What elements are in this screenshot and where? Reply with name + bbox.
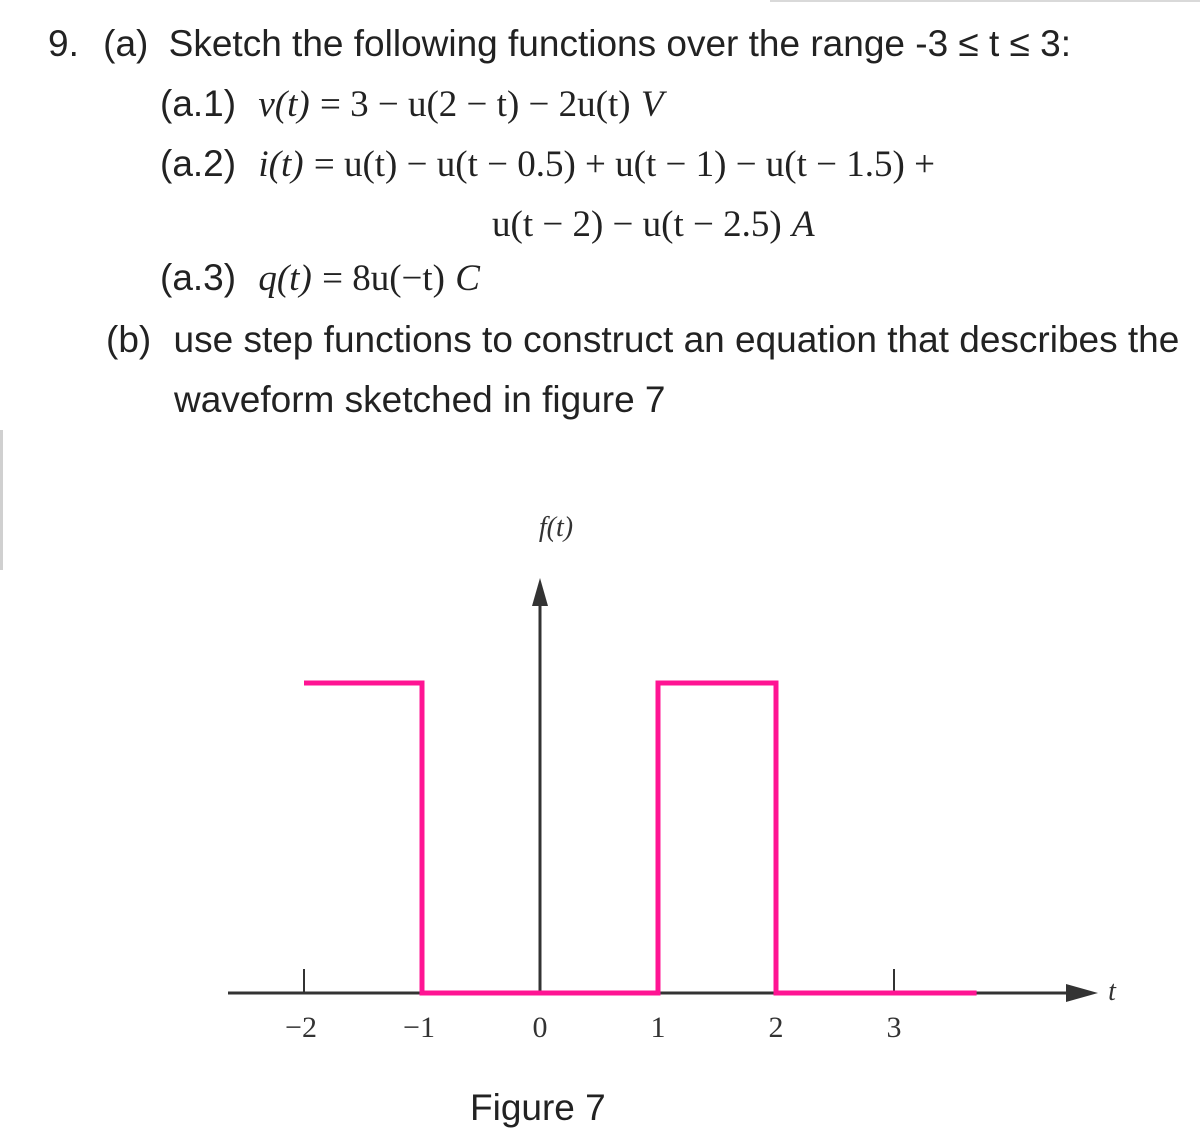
item-a3-rhs: = 8u(−t) — [322, 258, 445, 299]
part-a-text: Sketch the following functions over the range -3 ≤ t ≤ 3: — [168, 23, 1072, 64]
item-a2-rhs: = u(t) − u(t − 0.5) + u(t − 1) − u(t − 1.5) + — [313, 144, 935, 185]
question-number: 9. — [48, 23, 79, 64]
item-a2-cont: u(t − 2) − u(t − 2.5) — [492, 204, 782, 245]
x-tick-label: 0 — [532, 1011, 548, 1044]
x-tick-label: −1 — [403, 1011, 435, 1044]
item-a2-unit: A — [791, 204, 815, 245]
x-axis-arrow — [1066, 984, 1098, 1002]
y-axis-arrow — [532, 578, 548, 606]
figure-caption-row — [470, 1086, 606, 1130]
item-a2-lhs: i(t) — [258, 144, 304, 185]
x-tick-label: 1 — [650, 1011, 666, 1044]
waveform-line — [304, 683, 977, 993]
x-tick-label: 3 — [886, 1011, 902, 1044]
item-a3-unit: C — [455, 258, 480, 299]
item-a3-label: (a.3) — [160, 257, 237, 298]
x-tick-label: 2 — [768, 1011, 784, 1044]
part-b-line1: use step functions to construct an equation that describes the — [173, 319, 1180, 360]
figure-caption: Figure 7 — [470, 1087, 606, 1128]
part-a-label: (a) — [103, 23, 149, 64]
x-axis-label: t — [1108, 976, 1116, 1007]
part-b-line2: waveform sketched in figure 7 — [174, 379, 666, 420]
x-tick-label: −2 — [285, 1011, 317, 1044]
part-b-label: (b) — [106, 319, 152, 360]
y-axis-label: f(t) — [538, 512, 574, 543]
item-a1-label: (a.1) — [160, 83, 237, 124]
item-a1-lhs: v(t) — [258, 84, 310, 125]
item-a2-label: (a.2) — [160, 143, 237, 184]
item-a3-lhs: q(t) — [258, 258, 312, 299]
item-a1-rhs: = 3 − u(2 − t) − 2u(t) — [320, 84, 631, 125]
item-a1-unit: V — [640, 84, 664, 125]
